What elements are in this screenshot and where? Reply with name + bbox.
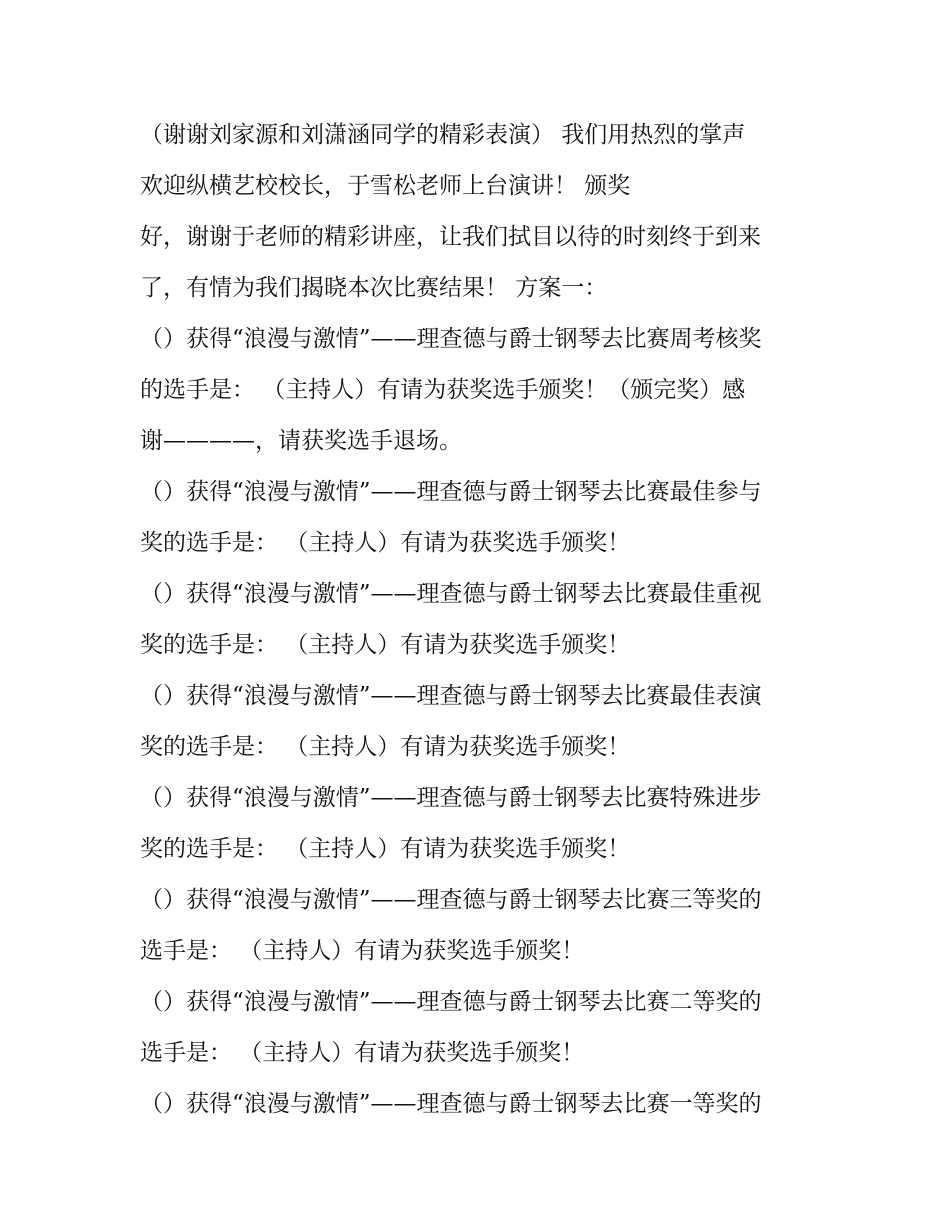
text-line: （）获得“浪漫与激情”——理查德与爵士钢琴去比赛周考核奖	[140, 326, 762, 352]
text-line: 谢————，请获奖选手退场。	[140, 428, 462, 454]
text-line: 好，谢谢于老师的精彩讲座，让我们拭目以待的时刻终于到来	[140, 224, 761, 250]
text-line: （）获得“浪漫与激情”——理查德与爵士钢琴去比赛特殊进步	[140, 785, 762, 811]
text-line: （）获得“浪漫与激情”——理查德与爵士钢琴去比赛最佳重视	[140, 581, 762, 607]
text-line: 了，有情为我们揭晓本次比赛结果！ 方案一：	[140, 275, 608, 301]
text-line: 奖的选手是： （主持人）有请为获奖选手颁奖！	[140, 632, 631, 658]
text-line: （）获得“浪漫与激情”——理查德与爵士钢琴去比赛一等奖的	[140, 1091, 762, 1117]
document-body	[140, 110, 840, 1130]
text-line: （）获得“浪漫与激情”——理查德与爵士钢琴去比赛二等奖的	[140, 989, 762, 1015]
text-line: 奖的选手是： （主持人）有请为获奖选手颁奖！	[140, 530, 631, 556]
text-line: （）获得“浪漫与激情”——理查德与爵士钢琴去比赛三等奖的	[140, 887, 762, 913]
text-line: （）获得“浪漫与激情”——理查德与爵士钢琴去比赛最佳参与	[140, 479, 762, 505]
text-line: （谢谢刘家源和刘潇涵同学的精彩表演） 我们用热烈的掌声	[140, 122, 746, 148]
text-line: 奖的选手是： （主持人）有请为获奖选手颁奖！	[140, 836, 631, 862]
text-line: 选手是： （主持人）有请为获奖选手颁奖！	[140, 1040, 585, 1066]
text-line: 奖的选手是： （主持人）有请为获奖选手颁奖！	[140, 734, 631, 760]
text-line: 欢迎纵横艺校校长，于雪松老师上台演讲！ 颁奖	[140, 173, 631, 199]
text-line: 选手是： （主持人）有请为获奖选手颁奖！	[140, 938, 585, 964]
text-line: 的选手是： （主持人）有请为获奖选手颁奖！（颁完奖）感	[140, 377, 746, 403]
text-line: （）获得“浪漫与激情”——理查德与爵士钢琴去比赛最佳表演	[140, 683, 762, 709]
